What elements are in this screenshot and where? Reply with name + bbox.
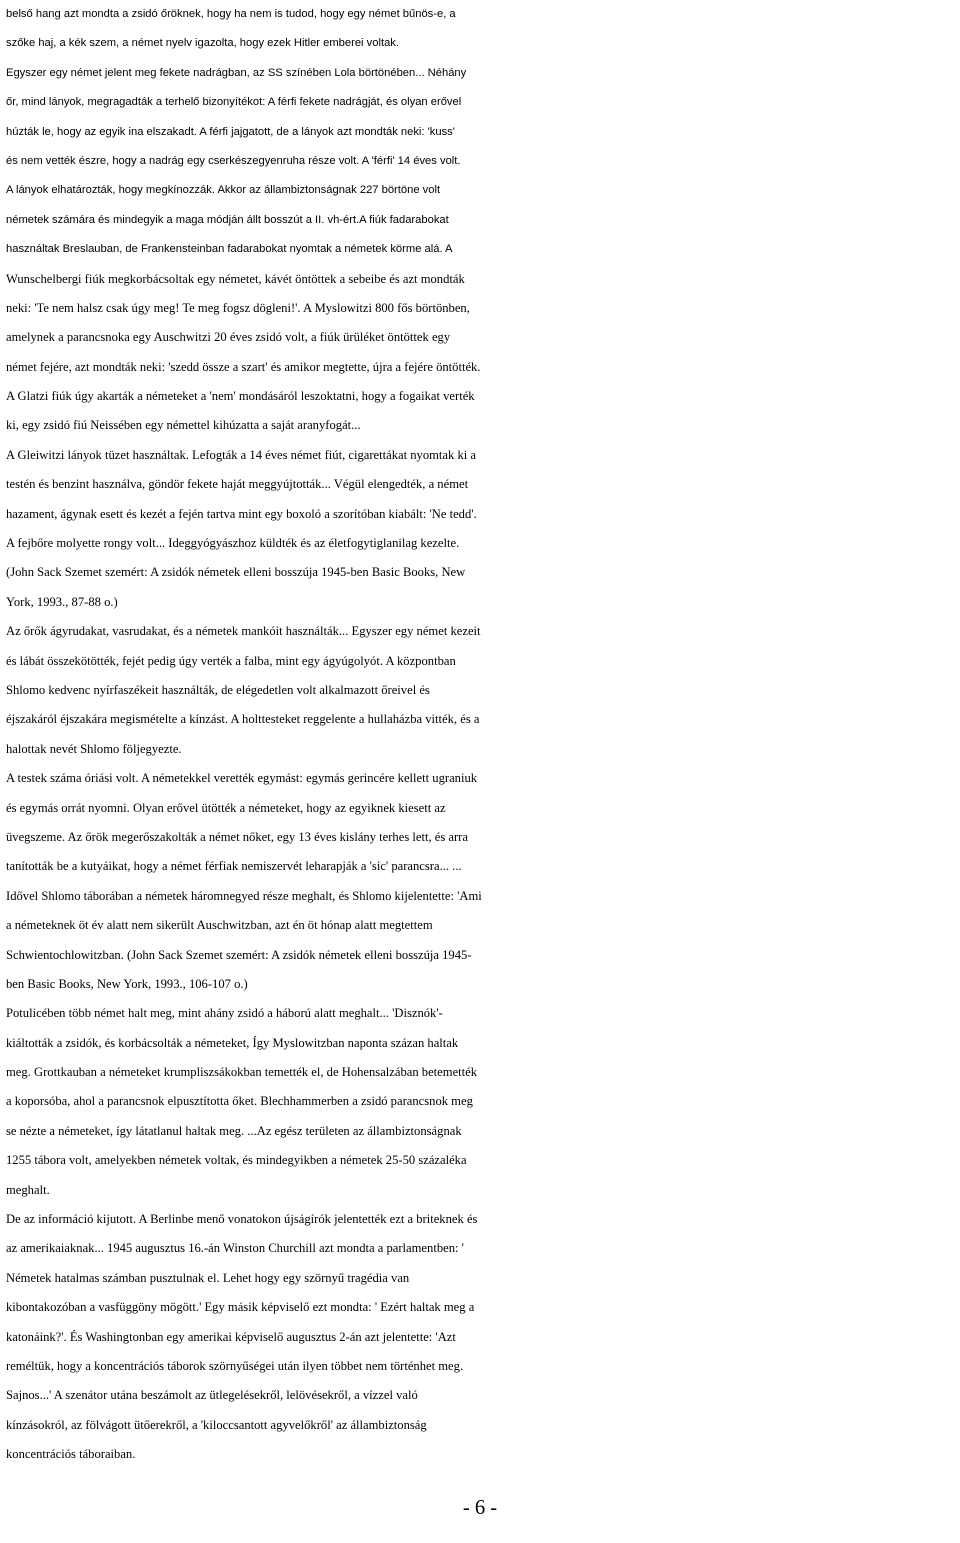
text-line: A testek száma óriási volt. A németekkel verették egymást: egymás gerincére kellett ugraniuk <box>6 771 478 786</box>
text-line: és nem vették észre, hogy a nadrág egy cserkészegyenruha része volt. A 'férfi' 14 éves volt. <box>6 154 461 167</box>
text-line: Potulicében több német halt meg, mint ahány zsidó a háború alatt meghalt... 'Disznók'- <box>6 1006 443 1021</box>
text-line: ki, egy zsidó fiú Neissében egy némettel kihúzatta a saját aranyfogát... <box>6 418 361 433</box>
text-line: reméltük, hogy a koncentrációs táborok szörnyűségei után ilyen többet nem történhet meg. <box>6 1358 464 1373</box>
text-line: Egyszer egy német jelent meg fekete nadrágban, az SS színében Lola börtönében... Néhány <box>6 66 467 79</box>
text-line: szőke haj, a kék szem, a német nyelv igazolta, hogy ezek Hitler emberei voltak. <box>6 37 399 50</box>
text-line: Németek hatalmas számban pusztulnak el. Lehet hogy egy szörnyű tragédia van <box>6 1270 410 1285</box>
document-body <box>6 0 956 1470</box>
text-line: belső hang azt mondta a zsidó őröknek, hogy ha nem is tudod, hogy egy német bűnös-e, a <box>6 8 456 20</box>
text-line: németek számára és mindegyik a maga módján állt bosszút a II. vh-ért.A fiúk fadarabokat <box>6 213 449 226</box>
text-line: Wunschelbergi fiúk megkorbácsoltak egy németet, kávét öntöttek a sebeibe és azt mondták <box>6 271 465 286</box>
text-line: Az őrők ágyrudakat, vasrudakat, és a németek mankóit használták... Egyszer egy német kezeit <box>6 624 481 639</box>
text-line: üvegszeme. Az őrök megerőszakolták a német nőket, egy 13 éves kislány terhes lett, és arra <box>6 829 468 844</box>
text-line: De az információ kijutott. A Berlinbe menő vonatokon újságírók jelentették ezt a briteknek és <box>6 1212 478 1227</box>
text-line: és egymás orrát nyomni. Olyan erővel ütötték a németeket, hogy az egyiknek kiesett az <box>6 800 446 815</box>
text-line: hazament, ágynak esett és kezét a fején tartva mint egy boxoló a szorítóban kiabált: 'Ne tedd'. <box>6 506 477 521</box>
text-line: neki: 'Te nem halsz csak úgy meg! Te meg fogsz dögleni!'. A Myslowitzi 800 fős börtönben, <box>6 300 470 315</box>
page-number: - 6 - <box>462 1497 498 1519</box>
text-line: húzták le, hogy az egyik ina elszakadt. A férfi jajgatott, de a lányok azt mondták neki: 'kuss' <box>6 125 455 138</box>
text-line: használtak Breslauban, de Frankensteinban fadarabokat nyomtak a németek körme alá. A <box>6 243 453 256</box>
text-line: A lányok elhatározták, hogy megkínozzák. Akkor az állambiztonságnak 227 börtöne volt <box>6 184 441 197</box>
text-line: tanították be a kutyáikat, hogy a német férfiak nemiszervét leharapják a 'sic' parancsra... ... <box>6 859 462 874</box>
text-line: 1255 tábora volt, amelyekben németek voltak, és mindegyikben a németek 25-50 százaléka <box>6 1153 467 1168</box>
text-line: testén és benzint használva, göndör fekete haját meggyújtották... Végül elengedték, a német <box>6 477 469 492</box>
text-line: Shlomo kedvenc nyírfaszékeit használták, de elégedetlen volt alkalmazott őreivel és <box>6 682 430 697</box>
text-line: őr, mind lányok, megragadták a terhelő bizonyítékot: A férfi fekete nadrágját, és olyan erővel <box>6 96 462 109</box>
text-line: kínzásokról, az fölvágott ütőerekről, a 'kiloccsantott agyvelőkről' az állambiztonság <box>6 1417 427 1432</box>
text-line: koncentrációs táboraiban. <box>6 1447 136 1462</box>
text-line: meg. Grottkauban a németeket krumpliszsákokban temették el, de Hohensalzában betemették <box>6 1065 478 1080</box>
text-line: éjszakáról éjszakára megismételte a kínzást. A holttesteket reggelente a hullaházba vitték, és a <box>6 712 480 727</box>
text-line: Sajnos...' A szenátor utána beszámolt az ütlegelésekről, lelövésekről, a vízzel való <box>6 1388 418 1403</box>
text-line: halottak nevét Shlomo följegyezte. <box>6 741 182 756</box>
text-line: York, 1993., 87-88 o.) <box>6 594 118 609</box>
text-line: német fejére, azt mondták neki: 'szedd össze a szart' és amikor megtette, újra a fejére öntötték. <box>6 359 481 374</box>
text-line: Schwientochlowitzban. (John Sack Szemet szemért: A zsidók németek elleni bosszúja 1945- <box>6 947 472 962</box>
text-line: Idővel Shlomo táborában a németek háromnegyed része meghalt, és Shlomo kijelentette: 'Ami <box>6 888 482 903</box>
text-line: se nézte a németeket, így látatlanul haltak meg. ...Az egész területen az állambiztonságnak <box>6 1123 462 1138</box>
text-line: A fejbőre molyette rongy volt... Ideggyógyászhoz küldték és az életfogytiglanilag kezelte. <box>6 536 460 551</box>
text-line: kiáltották a zsidók, és korbácsolták a németeket, Így Myslowitzban naponta százan haltak <box>6 1035 459 1050</box>
text-line: (John Sack Szemet szemért: A zsidók németek elleni bosszúja 1945-ben Basic Books, New <box>6 565 466 580</box>
text-line: a koporsóba, ahol a parancsnok elpusztította őket. Blechhammerben a zsidó parancsnok meg <box>6 1094 473 1109</box>
text-line: amelynek a parancsnoka egy Auschwitzi 20 éves zsidó volt, a fiúk ürüléket öntöttek egy <box>6 330 451 345</box>
text-line: az amerikaiaknak... 1945 augusztus 16.-án Winston Churchill azt mondta a parlamentben: ' <box>6 1241 464 1256</box>
text-line: ben Basic Books, New York, 1993., 106-107 o.) <box>6 976 248 991</box>
text-line: meghalt. <box>6 1182 50 1197</box>
text-line: a németeknek öt év alatt nem sikerült Auschwitzban, azt én öt hónap alatt megtettem <box>6 918 433 933</box>
text-line: A Gleiwitzi lányok tüzet használtak. Lefogták a 14 éves német fiút, cigarettákat nyomtak ki a <box>6 447 477 462</box>
text-line: és lábát összekötötték, fejét pedig úgy verték a falba, mint egy ágyúgolyót. A központban <box>6 653 456 668</box>
text-line: kibontakozóban a vasfüggöny mögött.' Egy másik képviselő ezt mondta: ' Ezért haltak meg a <box>6 1300 475 1315</box>
text-line: katonáink?'. És Washingtonban egy amerikai képviselő augusztus 2-án azt jelentette: 'Azt <box>6 1329 456 1344</box>
text-line: A Glatzi fiúk úgy akarták a németeket a 'nem' mondásáról leszoktatni, hogy a fogaikat verték <box>6 389 475 404</box>
